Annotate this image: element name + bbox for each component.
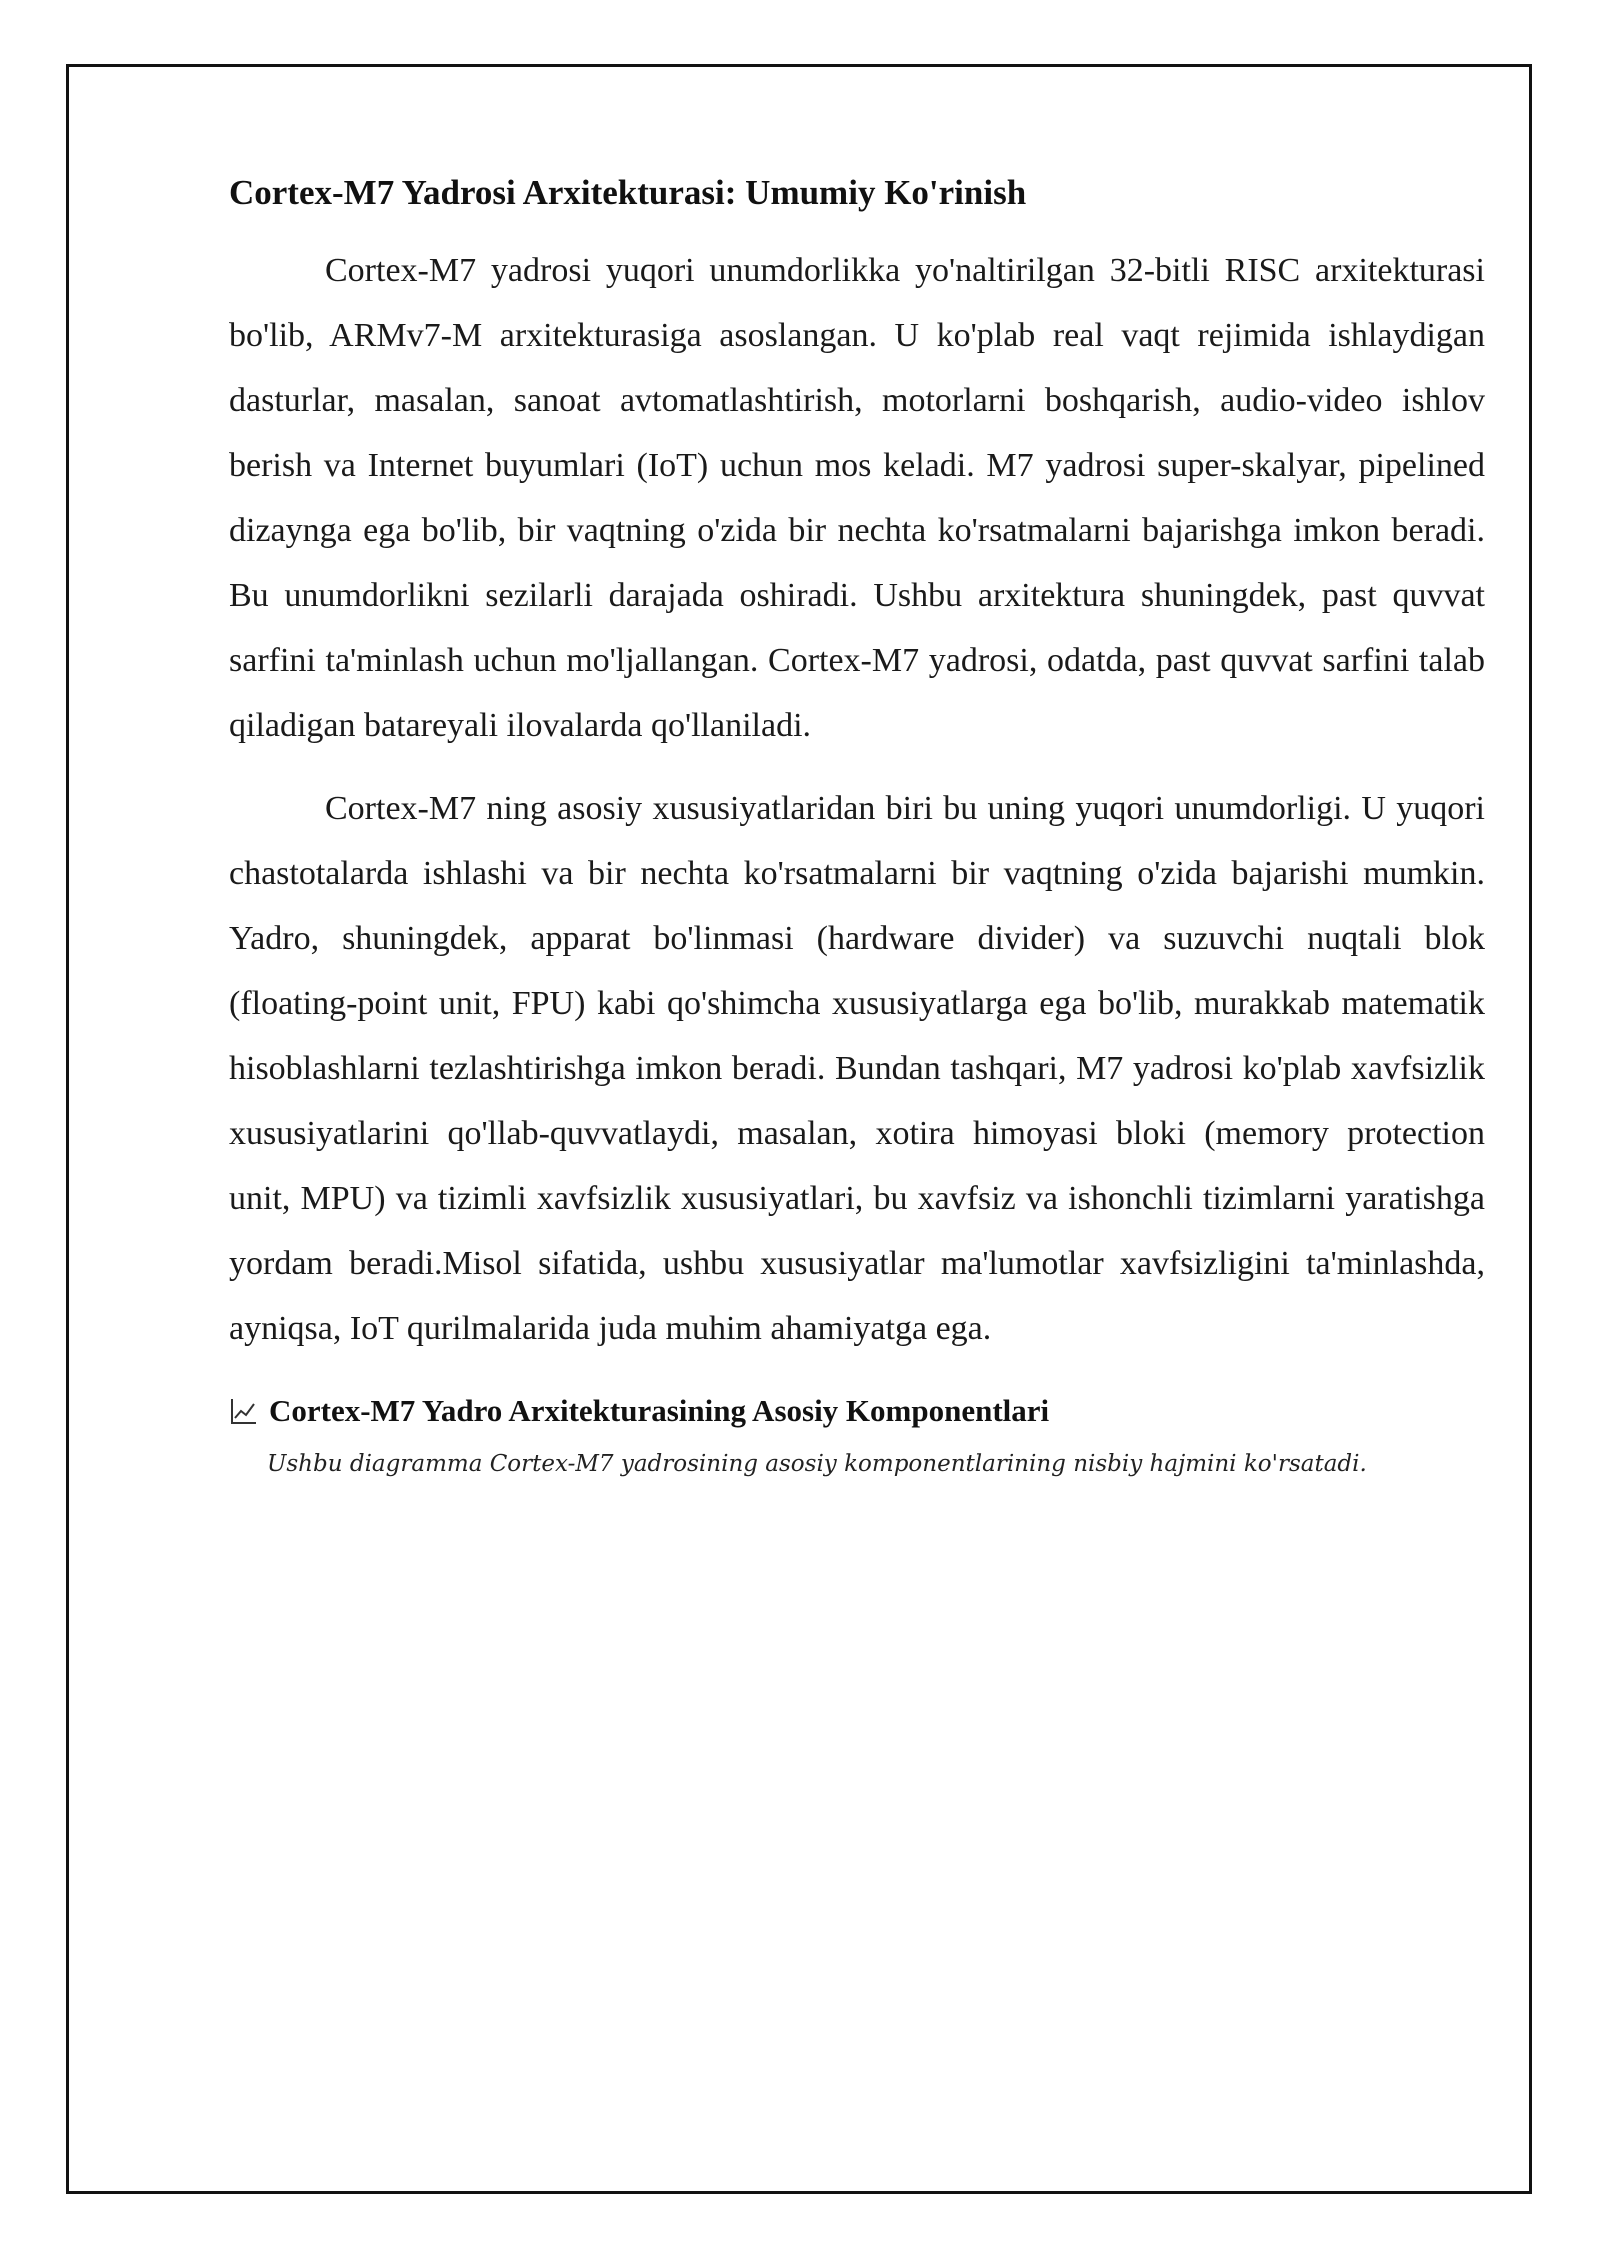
document-title: Cortex-M7 Yadrosi Arxitekturasi: Umumiy Ko'rinish bbox=[229, 173, 1027, 212]
chart-increasing-icon bbox=[229, 1396, 259, 1426]
paragraph-intro: Cortex-M7 yadrosi yuqori unumdorlikka yo'naltirilgan 32-bitli RISC arxitekturasi bo'lib, ARMv7-M arxitekturasiga asoslangan. U ko'plab real vaqt rejimida ishlaydigan dasturlar, masalan, sanoat avtomatlashtirish, motorlarni boshqarish, audio-video ishlov berish va Internet buyumlari (IoT) uchun mos keladi. M7 yadrosi super-skalyar, pipelined dizaynga ega bo'lib, bir vaqtning o'zida bir nechta ko'rsatmalarni bajarishga imkon beradi. Bu unumdorlikni sezilarli darajada oshiradi. Ushbu arxitektura shuningdek, past quvvat sarfini ta'minlash uchun mo'ljallangan. Cortex-M7 yadrosi, odatda, past quvvat sarfini talab qiladigan batareyali ilovalarda qo'llaniladi. bbox=[229, 252, 1485, 744]
figure-caption: Ushbu diagramma Cortex-M7 yadrosining asosiy komponentlarining nisbiy hajmini ko'rsatadi. bbox=[267, 1451, 1367, 1477]
document-body bbox=[229, 170, 1485, 1481]
paragraph-features: Cortex-M7 ning asosiy xususiyatlaridan biri bu uning yuqori unumdorligi. U yuqori chastotalarda ishlashi va bir nechta ko'rsatmalarni bir vaqtning o'zida bajarishi mumkin. Yadro, shuningdek, apparat bo'linmasi (hardware divider) va suzuvchi nuqtali blok (floating-point unit, FPU) kabi qo'shimcha xususiyatlarga ega bo'lib, murakkab matematik hisoblashlarni tezlashtirishga imkon beradi. Bundan tashqari, M7 yadrosi ko'plab xavfsizlik xususiyatlarini qo'llab-quvvatlaydi, masalan, xotira himoyasi bloki (memory protection unit, MPU) va tizimli xavfsizlik xususiyatlari, bu xavfsiz va ishonchli tizimlarni yaratishga yordam beradi.Misol sifatida, ushbu xususiyatlar ma'lumotlar xavfsizligini ta'minlashda, ayniqsa, IoT qurilmalarida juda muhim ahamiyatga ega. bbox=[229, 790, 1485, 1347]
figure-heading bbox=[229, 1391, 1485, 1431]
figure-title: Cortex-M7 Yadro Arxitekturasining Asosiy Komponentlari bbox=[269, 1393, 1050, 1428]
figure-block bbox=[229, 1391, 1485, 1481]
